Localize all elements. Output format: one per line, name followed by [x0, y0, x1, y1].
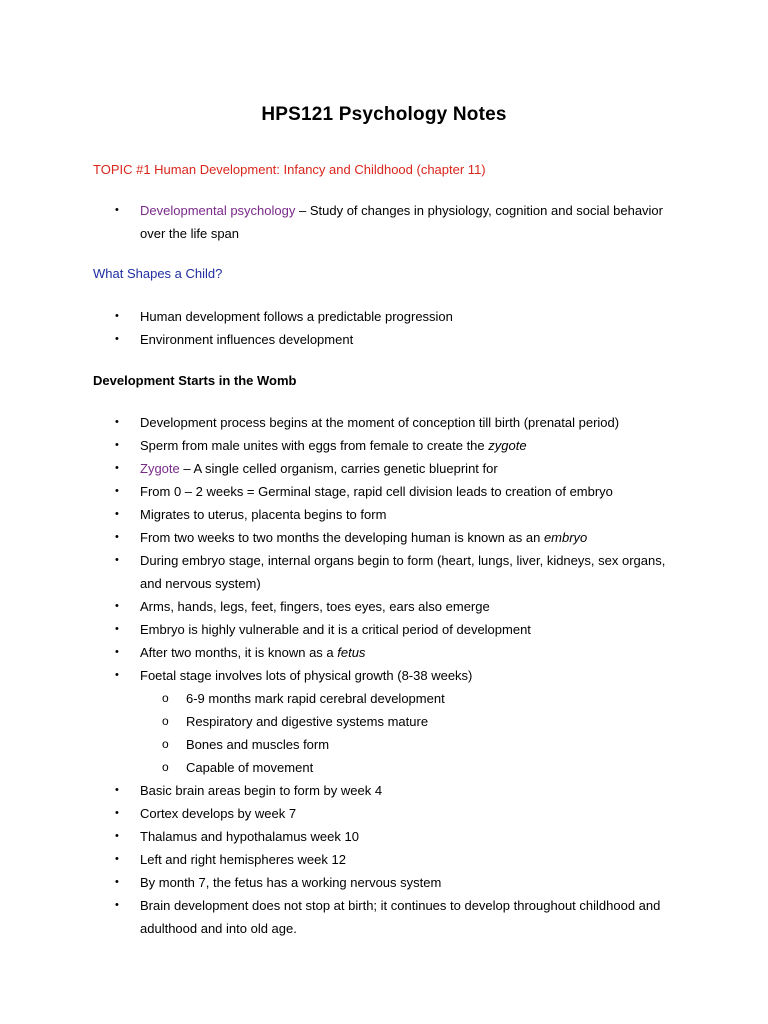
- bullet-icon: •: [115, 669, 119, 681]
- list-item-text: Brain development does not stop at birth; it continues to develop throughout childhood and: [140, 898, 661, 913]
- list-item-text: After two months, it is known as a: [140, 645, 338, 660]
- bullet-icon: •: [115, 462, 119, 474]
- list-item-text: Thalamus and hypothalamus week 10: [140, 829, 359, 844]
- list-item: [113, 503, 693, 526]
- term-zygote: Zygote: [140, 461, 180, 476]
- bullet-icon: •: [115, 600, 119, 612]
- section-heading-womb: Development Starts in the Womb: [93, 373, 297, 388]
- list-item: [113, 480, 693, 503]
- list-item: [113, 641, 693, 664]
- definition-text: Study of changes in physiology, cognition and social behavior: [309, 203, 663, 218]
- list-item-text: Basic brain areas begin to form by week 4: [140, 783, 383, 798]
- list-item: [113, 411, 693, 434]
- list-item: [113, 825, 693, 848]
- sub-list-item-text: 6-9 months mark rapid cerebral development: [186, 691, 445, 706]
- list-item: [113, 618, 693, 641]
- list-item-text: – A single celled organism, carries genetic blueprint for: [179, 461, 498, 476]
- sub-list-item-text: Respiratory and digestive systems mature: [186, 714, 429, 729]
- bullet-icon: •: [115, 646, 119, 658]
- bullet-icon: •: [115, 508, 119, 520]
- list-item: [113, 848, 693, 871]
- bullet-icon: •: [115, 853, 119, 865]
- sub-list-item: [140, 710, 693, 733]
- bullet-icon: •: [115, 204, 119, 216]
- list-item-text: Development process begins at the moment of conception till birth (prenatal period): [140, 415, 620, 430]
- list-item-text: Sperm from male unites with eggs from female to create the: [140, 438, 489, 453]
- sub-list-item: [140, 733, 693, 756]
- list-item: [113, 199, 693, 245]
- term-fetus-italic: fetus: [337, 645, 366, 660]
- shapes-list: [113, 305, 693, 351]
- term-zygote-italic: zygote: [488, 438, 527, 453]
- term-dash: –: [295, 203, 310, 218]
- list-item: [113, 664, 693, 779]
- bullet-icon: •: [115, 807, 119, 819]
- bullet-icon: •: [115, 899, 119, 911]
- circle-bullet-icon: o: [162, 691, 169, 705]
- list-item: [113, 526, 693, 549]
- definition-text-cont: over the life span: [140, 226, 240, 241]
- bullet-icon: •: [115, 310, 119, 322]
- bullet-icon: •: [115, 830, 119, 842]
- list-item-text: Foetal stage involves lots of physical growth (8-38 weeks): [140, 668, 473, 683]
- section-heading-what-shapes: What Shapes a Child?: [93, 266, 223, 281]
- list-item: [113, 457, 693, 480]
- term-developmental-psychology: Developmental psychology: [140, 203, 296, 218]
- bullet-icon: •: [115, 876, 119, 888]
- bullet-icon: •: [115, 416, 119, 428]
- list-item-text: Arms, hands, legs, feet, fingers, toes eyes, ears also emerge: [140, 599, 490, 614]
- definition-list: [113, 199, 693, 245]
- list-item-text-cont: adulthood and into old age.: [140, 921, 297, 936]
- list-item-text: From 0 – 2 weeks = Germinal stage, rapid cell division leads to creation of embryo: [140, 484, 613, 499]
- sub-list-item: [140, 756, 693, 779]
- term-embryo-italic: embryo: [543, 530, 588, 545]
- list-item: [113, 779, 693, 802]
- list-item: [113, 434, 693, 457]
- bullet-icon: •: [115, 531, 119, 543]
- list-item-text: During embryo stage, internal organs begin to form (heart, lungs, liver, kidneys, sex organs,: [140, 553, 666, 568]
- list-item-text: Migrates to uterus, placenta begins to form: [140, 507, 387, 522]
- circle-bullet-icon: o: [162, 714, 169, 728]
- womb-list: [113, 411, 693, 940]
- circle-bullet-icon: o: [162, 760, 169, 774]
- bullet-icon: •: [115, 784, 119, 796]
- list-item-text-cont: and nervous system): [140, 576, 261, 591]
- bullet-icon: •: [115, 623, 119, 635]
- bullet-icon: •: [115, 554, 119, 566]
- circle-bullet-icon: o: [162, 737, 169, 751]
- list-item: [113, 305, 693, 328]
- list-item-text: Human development follows a predictable progression: [140, 309, 453, 324]
- sub-list-item: [140, 687, 693, 710]
- list-item-text: Left and right hemispheres week 12: [140, 852, 346, 867]
- list-item: [113, 549, 693, 595]
- list-item: [113, 328, 693, 351]
- topic-heading: TOPIC #1 Human Development: Infancy and Childhood (chapter 11): [93, 162, 486, 177]
- list-item: [113, 802, 693, 825]
- list-item-text: Cortex develops by week 7: [140, 806, 297, 821]
- page-title: HPS121 Psychology Notes: [261, 104, 507, 125]
- list-item: [113, 871, 693, 894]
- list-item-text: Environment influences development: [140, 332, 354, 347]
- sub-list-item-text: Capable of movement: [186, 760, 314, 775]
- list-item-text: From two weeks to two months the developing human is known as an: [140, 530, 544, 545]
- list-item: [113, 595, 693, 618]
- bullet-icon: •: [115, 333, 119, 345]
- list-item: [113, 894, 693, 940]
- bullet-icon: •: [115, 485, 119, 497]
- sub-list: [140, 687, 693, 779]
- bullet-icon: •: [115, 439, 119, 451]
- sub-list-item-text: Bones and muscles form: [186, 737, 330, 752]
- list-item-text: Embryo is highly vulnerable and it is a critical period of development: [140, 622, 531, 637]
- list-item-text: By month 7, the fetus has a working nervous system: [140, 875, 442, 890]
